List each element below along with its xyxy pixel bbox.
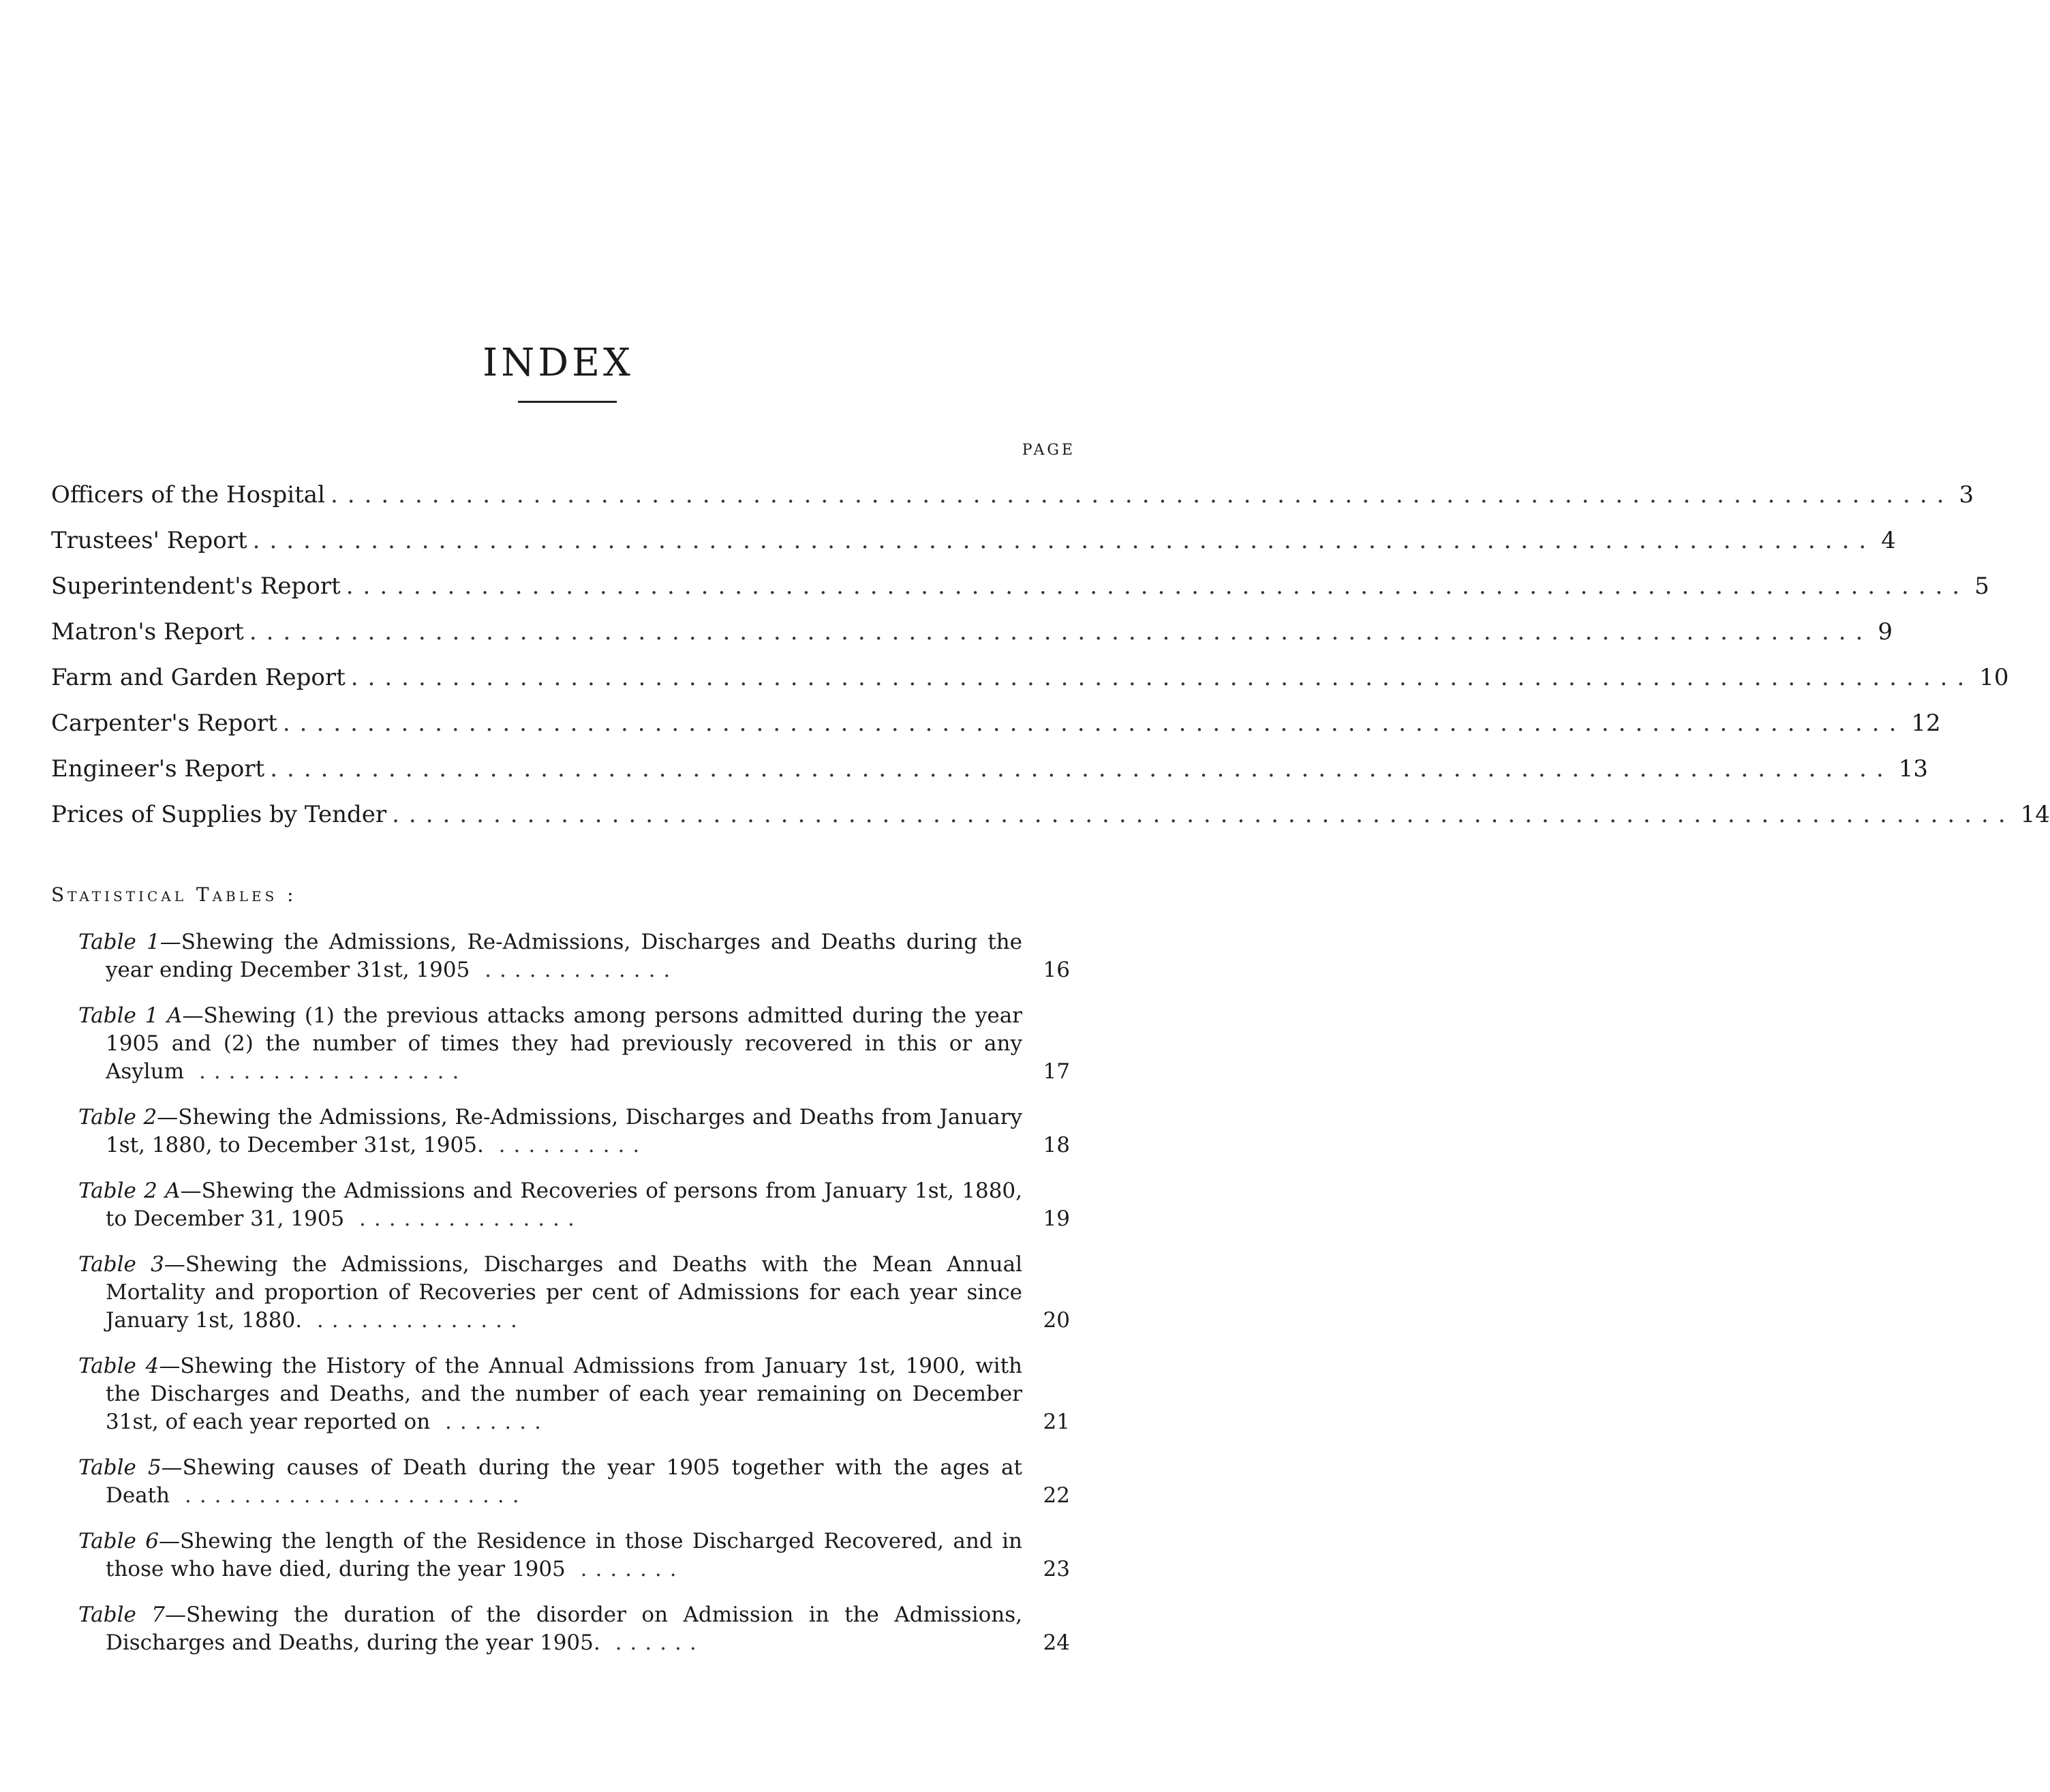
entry-page: 10 (1979, 664, 2009, 691)
statistical-tables-heading: Statistical Tables : (51, 883, 297, 906)
table-description: —Shewing the Admissions, Discharges and Deaths with the Mean Annual Mortality and proportion of Recoveries per cent of Admissions for each year since January 1st, 1880. (106, 1252, 1022, 1333)
index-entry (51, 664, 2009, 710)
table-label: Table 6 (78, 1529, 159, 1553)
index-entry (51, 481, 1974, 527)
table-description: —Shewing the duration of the disorder on Admission in the Admissions, Discharges and Deaths, during the year 1905. (106, 1603, 1023, 1655)
entry-label: Matron's Report (51, 618, 244, 646)
table-label: Table 5 (78, 1455, 162, 1480)
table-label: Table 2 A (78, 1179, 181, 1203)
dot-leader: ................................................................................................ (282, 710, 1906, 737)
table-entry (51, 928, 1070, 984)
table-entry (51, 1002, 1070, 1086)
table-label: Table 7 (78, 1603, 166, 1627)
entry-label: Carpenter's Report (51, 710, 277, 737)
dot-leader: ................................................................................................ (350, 664, 1974, 691)
table-description: —Shewing the History of the Annual Admissions from January 1st, 1900, with the Discharges and Deaths, and the number of each year remaining on December 31st, of each year reported on (106, 1354, 1023, 1434)
table-page: 24 (1043, 1630, 1070, 1655)
table-entry (51, 1251, 1070, 1335)
dot-leader: ................................................................................................ (346, 573, 1970, 600)
table-description: —Shewing the Admissions, Re-Admissions, Discharges and Deaths during the year ending December 31st, 1905 (106, 930, 1022, 982)
table-description: —Shewing the length of the Residence in those Discharged Recovered, and in those who have died, during the year 1905 (106, 1529, 1023, 1581)
table-page: 19 (1043, 1206, 1070, 1231)
dot-leader: ....... (565, 1557, 685, 1581)
table-entry (51, 1528, 1070, 1583)
dot-leader: ................................................................................................ (252, 527, 1876, 554)
table-page: 23 (1043, 1557, 1070, 1581)
dot-leader: ....... (430, 1410, 549, 1434)
table-page: 16 (1043, 958, 1070, 982)
table-label: Table 1 A (78, 1003, 183, 1028)
entry-label: Farm and Garden Report (51, 664, 346, 691)
dot-leader: ................................................................................................ (392, 801, 2015, 828)
index-entry (51, 527, 1896, 573)
table-entry (51, 1601, 1070, 1657)
dot-leader: .......... (483, 1133, 648, 1157)
dot-leader: ............... (344, 1206, 583, 1231)
table-description: —Shewing causes of Death during the year 1905 together with the ages at Death (106, 1455, 1022, 1508)
table-description: —Shewing the Admissions, Re-Admissions, Discharges and Deaths from January 1st, 1880, to December 31st, 1905. (106, 1105, 1022, 1157)
entry-label: Officers of the Hospital (51, 481, 325, 508)
table-page: 17 (1043, 1059, 1070, 1084)
entry-page: 9 (1878, 618, 1893, 646)
index-entry (51, 710, 1941, 755)
table-page: 21 (1043, 1410, 1070, 1434)
table-page: 22 (1043, 1483, 1070, 1508)
table-label: Table 2 (78, 1105, 157, 1129)
entry-page: 3 (1959, 481, 1974, 508)
table-page: 18 (1043, 1133, 1070, 1157)
dot-leader: ............. (470, 958, 679, 982)
entry-label: Prices of Supplies by Tender (51, 801, 387, 828)
dot-leader: ................................................................................................ (270, 755, 1893, 783)
index-entry (51, 801, 2050, 847)
page-column-header: PAGE (1022, 442, 1075, 459)
index-entry (51, 618, 1893, 664)
entry-page: 14 (2020, 801, 2050, 828)
table-entry (51, 1454, 1070, 1510)
table-description: —Shewing the Admissions and Recoveries of persons from January 1st, 1880, to December 31, 1905 (106, 1179, 1022, 1231)
table-label: Table 4 (78, 1354, 159, 1378)
dot-leader: .............. (302, 1308, 525, 1333)
index-entry (51, 755, 1929, 801)
table-label: Table 1 (78, 930, 160, 954)
entry-page: 4 (1881, 527, 1896, 554)
table-entry (51, 1104, 1070, 1159)
table-page: 20 (1043, 1308, 1070, 1333)
entry-label: Engineer's Report (51, 755, 265, 783)
page-title: INDEX (483, 340, 634, 385)
entry-page: 12 (1911, 710, 1941, 737)
table-entry (51, 1352, 1070, 1436)
dot-leader: ................................................................................................ (330, 481, 1954, 508)
dot-leader: ................................................................................................ (249, 618, 1873, 646)
entry-label: Superintendent's Report (51, 573, 341, 600)
table-entry (51, 1177, 1070, 1233)
dot-leader: ...... (600, 1630, 705, 1655)
entry-page: 13 (1898, 755, 1929, 783)
dot-leader: ....................... (170, 1483, 527, 1508)
index-entry (51, 573, 1989, 618)
entry-page: 5 (1974, 573, 1989, 600)
entry-label: Trustees' Report (51, 527, 247, 554)
title-rule (518, 401, 617, 403)
index-entries (51, 481, 2050, 847)
statistical-tables-list (51, 928, 1070, 1675)
dot-leader: .................. (184, 1059, 468, 1084)
table-label: Table 3 (78, 1252, 164, 1277)
table-description: —Shewing (1) the previous attacks among persons admitted during the year 1905 and (2) the number of times they had previously recovered in this or any Asylum (106, 1003, 1022, 1084)
